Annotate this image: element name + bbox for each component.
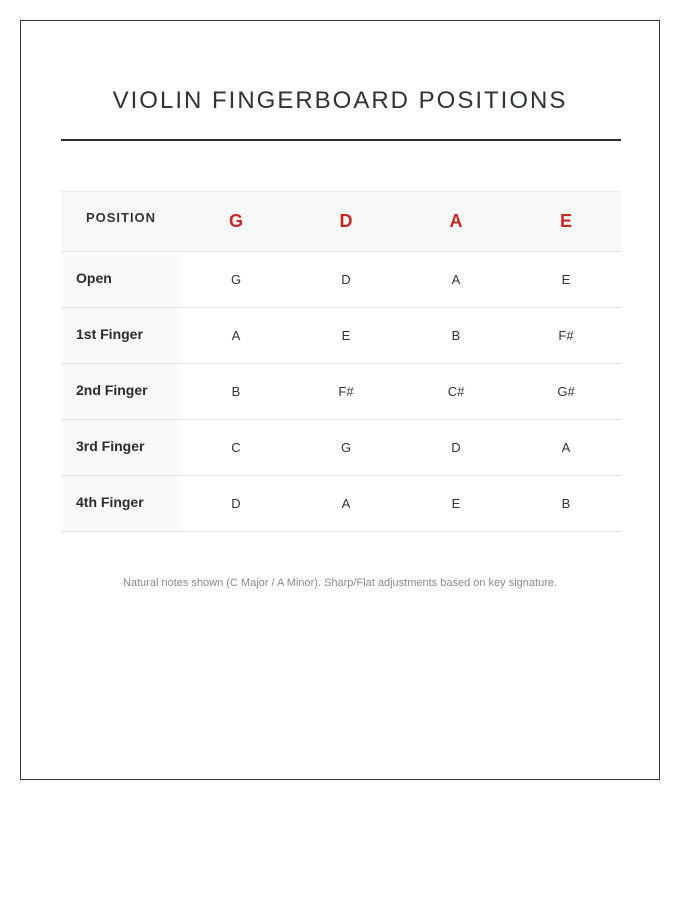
- table-row: [61, 252, 621, 308]
- note-cell: G: [230, 272, 242, 287]
- table-row: [61, 308, 621, 364]
- table-row: [61, 420, 621, 476]
- note-cell: B: [451, 328, 461, 343]
- row-label-1st-finger: 1st Finger: [61, 308, 181, 364]
- title-divider: [61, 139, 621, 141]
- note-cell: B: [231, 384, 241, 399]
- note-cell: D: [231, 496, 241, 511]
- note-cell: A: [341, 496, 351, 511]
- row-label-open: Open: [61, 252, 181, 308]
- string-header-e: E: [559, 211, 572, 231]
- row-label-2nd-finger: 2nd Finger: [61, 364, 181, 420]
- note-cell: E: [561, 272, 571, 287]
- note-cell: E: [451, 496, 461, 511]
- note-cell: F#: [558, 328, 574, 343]
- fingerboard-sheet: [20, 20, 660, 780]
- page-title: VIOLIN FINGERBOARD POSITIONS: [112, 87, 568, 114]
- note-cell: F#: [338, 384, 354, 399]
- note-cell: A: [561, 440, 571, 455]
- table-header-row: [61, 192, 621, 252]
- note-cell: G: [340, 440, 352, 455]
- note-cell: C: [231, 440, 241, 455]
- row-label-3rd-finger: 3rd Finger: [61, 420, 181, 476]
- string-header-d: D: [339, 211, 353, 231]
- string-header-a: A: [449, 211, 463, 231]
- note-cell: D: [341, 272, 351, 287]
- note-cell: A: [451, 272, 461, 287]
- table-row: [61, 476, 621, 532]
- row-label-4th-finger: 4th Finger: [61, 476, 181, 532]
- footnote: Natural notes shown (C Major / A Minor). Sharp/Flat adjustments based on key signature.: [122, 577, 558, 589]
- position-column-header: POSITION: [85, 210, 157, 225]
- note-cell: G#: [557, 384, 575, 399]
- fingerboard-table: [61, 191, 621, 532]
- string-header-g: G: [228, 211, 243, 231]
- note-cell: C#: [447, 384, 465, 399]
- note-cell: E: [341, 328, 351, 343]
- note-cell: B: [561, 496, 571, 511]
- note-cell: D: [451, 440, 461, 455]
- note-cell: A: [231, 328, 241, 343]
- table-row: [61, 364, 621, 420]
